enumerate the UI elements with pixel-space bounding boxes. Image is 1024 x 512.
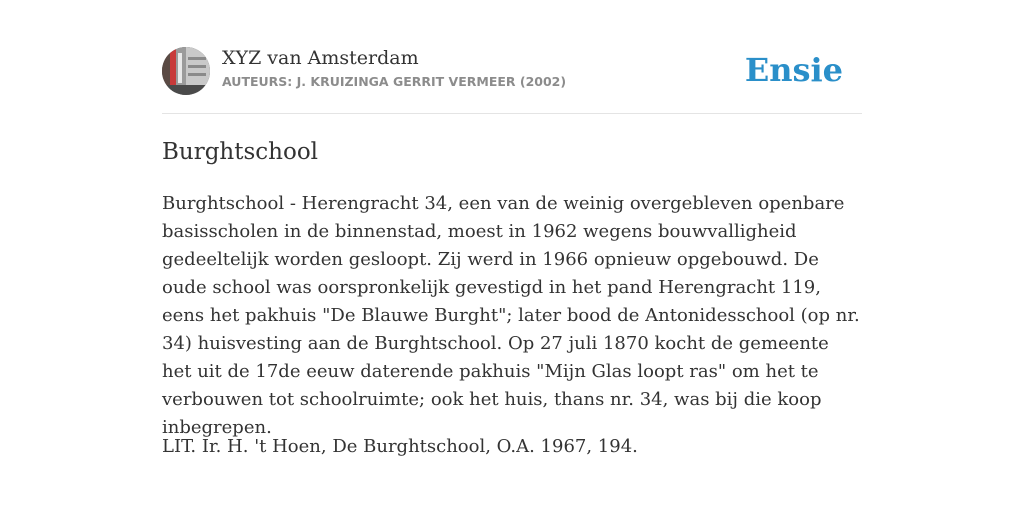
- header-divider: [162, 113, 862, 114]
- book-cover-avatar[interactable]: [162, 47, 210, 95]
- entry-title: Burghtschool: [162, 139, 319, 165]
- book-title[interactable]: XYZ van Amsterdam: [222, 47, 419, 69]
- entry-body: Burghtschool - Herengracht 34, een van de weinig overgebleven openbare basisscholen in de binnenstad, moest in 1962 wegens bouwvalligheid gedeeltelijk worden gesloopt. Zij werd in 1966 opnieuw opgebouwd. De oude school was oorspronkelijk gevestigd in het pand Herengracht 119, eens het pakhuis "De Blauwe Burght"; later bood de Antonidesschool (op nr. 34) huisvesting aan de Burghtschool. Op 27 juli 1870 kocht de gemeente het uit de 17de eeuw daterende pakhuis "Mijn Glas loopt ras" om het te verbouwen tot schoolruimte; ook het huis, thans nr. 34, was bij die koop inbegrepen.: [162, 193, 860, 438]
- entry-literature: LIT. Ir. H. 't Hoen, De Burghtschool, O.A. 1967, 194.: [162, 436, 638, 457]
- ensie-logo[interactable]: Ensie: [744, 51, 843, 89]
- authors-line: AUTEURS: J. KRUIZINGA GERRIT VERMEER (2002): [222, 74, 567, 89]
- book-cover-image: [162, 47, 210, 95]
- header: [162, 46, 862, 96]
